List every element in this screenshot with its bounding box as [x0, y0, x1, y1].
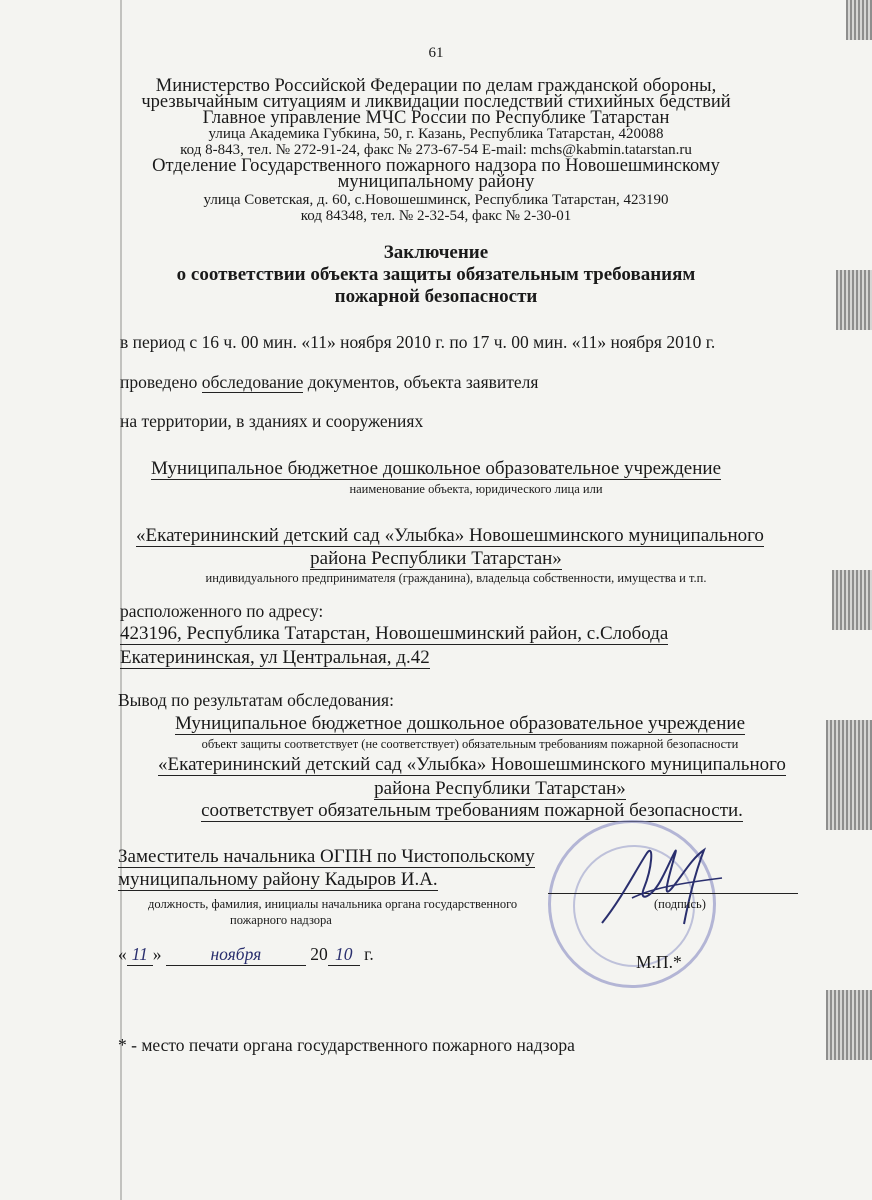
address-line1 [120, 623, 668, 645]
object-name-text3: района Республики Татарстан» [310, 548, 562, 569]
date-day: 11 [127, 944, 153, 966]
date-suffix: г. [364, 944, 374, 964]
conclusion-caption: объект защиты соответствует (не соответствует) обязательным требованиям пожарной безопасности [201, 737, 739, 751]
conducted-line [120, 372, 538, 393]
object-name-line1 [0, 458, 872, 480]
header-contacts1: код 8-843, тел. № 272-91-24, факс № 273-67-54 E-mail: mchs@kabmin.tatarstan.ru [180, 142, 692, 158]
object-name-text1: Муниципальное бюджетное дошкольное образовательное учреждение [151, 458, 721, 479]
conclusion-name-line3 [64, 778, 872, 800]
signature-caption: (подпись) [654, 897, 706, 911]
conclusion-name-line1 [24, 713, 872, 735]
object-caption2: индивидуального предпринимателя (гражданина), владельца собственности, имущества и т.п. [205, 571, 707, 585]
conclusion-label: Вывод по результатам обследования: [118, 690, 394, 710]
document-subtitle-line1: о соответствии объекта защиты обязательным требованиям [176, 264, 696, 285]
scan-smudge-4 [826, 990, 872, 1060]
signer-caption1: должность, фамилия, инициалы начальника органа государственного [148, 897, 518, 911]
footnote: * - место печати органа государственного пожарного надзора [118, 1035, 575, 1055]
header-contacts2: код 84348, тел. № 2-32-54, факс № 2-30-01 [300, 208, 572, 224]
conclusion-result: соответствует обязательным требованиям пожарной безопасности. [201, 800, 743, 821]
located-label: расположенного по адресу: [120, 601, 324, 621]
date-year-prefix: 20 [310, 944, 328, 964]
header-ministry-line2: чрезвычайным ситуациям и ликвидации последствий стихийных бедствий [141, 92, 731, 112]
signer-line1 [118, 846, 535, 868]
conducted-type: обследование [201, 372, 304, 392]
document-title: Заключение [383, 242, 489, 263]
header-ministry-line1: Министерство Российской Федерации по делам гражданской обороны, [155, 76, 717, 96]
date-month: ноября [166, 944, 306, 966]
header-address1: улица Академика Губкина, 50, г. Казань, Республика Татарстан, 420088 [208, 126, 664, 142]
address-text1: 423196, Республика Татарстан, Новошешминский район, с.Слобода [120, 623, 669, 644]
seal-label: М.П.* [636, 952, 682, 972]
conclusion-name-text1: Муниципальное бюджетное дошкольное образовательное учреждение [175, 713, 745, 734]
conclusion-name-text2: «Екатерининский детский сад «Улыбка» Новошешминского муниципального [158, 754, 786, 775]
date-open-quote: « [118, 944, 127, 964]
header-ministry-line3: Главное управление МЧС России по Республике Татарстан [202, 108, 670, 128]
object-name-text2: «Екатерининский детский сад «Улыбка» Новошешминского муниципального [136, 525, 764, 546]
address-text2: Екатерининская, ул Центральная, д.42 [120, 647, 430, 668]
signer-text1: Заместитель начальника ОГПН по Чистопольскому [118, 846, 535, 867]
signer-text2: муниципальному району Кадыров И.А. [118, 869, 438, 890]
territory-line: на территории, в зданиях и сооружениях [120, 411, 424, 431]
date-line [118, 944, 374, 966]
header-dept-line2: муниципальному району [337, 172, 535, 192]
object-name-line2 [14, 525, 872, 547]
signer-caption2: пожарного надзора [230, 913, 332, 927]
date-year: 10 [328, 944, 360, 966]
signer-line2 [118, 869, 438, 891]
address-line2 [120, 647, 430, 669]
header-dept-line1: Отделение Государственного пожарного надзора по Новошешминскому [152, 156, 720, 176]
date-close-quote: » [152, 944, 162, 964]
scan-smudge-top [846, 0, 872, 40]
conclusion-name-text3: района Республики Татарстан» [374, 778, 626, 799]
object-caption1: наименование объекта, юридического лица или [349, 482, 603, 496]
header-address2: улица Советская, д. 60, с.Новошешминск, Республика Татарстан, 423190 [203, 192, 669, 208]
inspection-period: в период с 16 ч. 00 мин. «11» ноября 2010 г. по 17 ч. 00 мин. «11» ноября 2010 г. [120, 332, 716, 352]
conducted-suffix: документов, объекта заявителя [303, 372, 539, 392]
page-number: 61 [428, 45, 444, 61]
conducted-prefix: проведено [120, 372, 202, 392]
handwritten-signature [592, 828, 732, 938]
object-name-line3 [0, 548, 872, 570]
conclusion-name-line2 [36, 754, 872, 776]
document-subtitle-line2: пожарной безопасности [334, 286, 538, 307]
conclusion-result-line [36, 800, 872, 822]
